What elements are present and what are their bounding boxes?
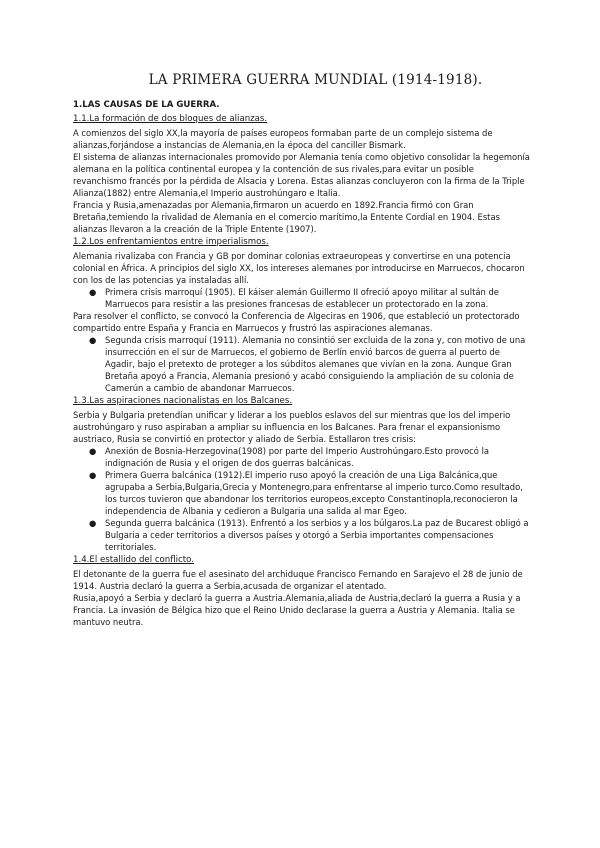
list-item-text: Anexión de Bosnia-Herzegovina(1908) por parte del Imperio Austrohúngaro.Esto provocó la indignación de Rusia y el origen de dos guerras balcánicas.	[105, 446, 490, 468]
paragraph: Rusia,apoyó a Serbia y declaró la guerra a Austria.Alemania,aliada de Austria,declaró la guerra a Rusia y a Francia. La invasión de Bélgica hizo que el Reino Unido declarase la guerra a Austria y Alemania. Italia se mantuvo neutra.	[73, 593, 521, 627]
bullet-icon: ●	[89, 518, 97, 528]
section-heading: 1.LAS CAUSAS DE LA GUERRA.	[73, 100, 220, 110]
paragraph: El sistema de alianzas internacionales promovido por Alemania tenía como objetivo consolidar la hegemonía alemana en la política continental europea y la contención de sus rivales,para evitar un posible revanchismo francés por la pérdida de Alsacia y Lorena. Estas alianzas concluyeron con la firma de la Triple Alianza(1882) entre Alemania,el Imperio austrohúngaro e Italia.	[73, 152, 530, 198]
list-item	[73, 445, 530, 469]
paragraph: Serbia y Bulgaria pretendían unificar y liderar a los pueblos eslavos del sur mientras que los del imperio austrohúngaro y ruso aspiraban a ampliar su influencia en los Balcanes. Para frenar el expansionismo austriaco, Rusia se convirtió en protector y aliado de Serbia. Estallaron tres crisis:	[73, 410, 511, 444]
list-item	[73, 469, 530, 517]
paragraph: Francia y Rusia,amenazadas por Alemania,firmaron un acuerdo en 1892.Francia firmó con Gran Bretaña,temiendo la rivalidad de Alemania en el comercio marítimo,la Entente Cordial en 1904. Estas alianzas llevaron a la creación de la Triple Entente (1907).	[73, 200, 500, 234]
paragraph: Para resolver el conflicto, se convocó la Conferencia de Algeciras en 1906, que estableció un protectorado compartido entre España y Francia en Marruecos y frustró las aspiraciones alemanas.	[73, 311, 520, 333]
list-item-text: Primera Guerra balcánica (1912).El imperio ruso apoyó la creación de una Liga Balcánica,que agrupaba a Serbia,Bulgaria,Grecia y Montenegro,para enfrentarse al imperio turco.Como resultado, los turcos tuvieron que abandonar los territorios europeos,excepto Constantinopla,reconocieron la independencia de Albania y cedieron a Bulgaria una salida al mar Egeo.	[105, 470, 523, 516]
bullet-icon: ●	[89, 446, 97, 456]
list-item	[73, 334, 530, 394]
bullet-icon: ●	[89, 470, 97, 480]
subsection-heading-1-4: 1.4.El estallido del conflicto.	[73, 555, 194, 565]
paragraph: El detonante de la guerra fue el asesinato del archiduque Francisco Fernando en Sarajevo el 28 de junio de 1914. Austria declaró la guerra a Serbia,acusada de organizar el atentado.	[73, 569, 523, 591]
subsection-heading-1-1: 1.1.La formación de dos bloques de alianzas.	[73, 114, 268, 124]
list-item-text: Segunda crisis marroquí (1911). Alemania no consintió ser excluida de la zona y, con motivo de una insurrección en el sur de Marruecos, el gobierno de Berlín envió barcos de guerra al puerto de Agadir, bajo el pretexto de proteger a los súbditos alemanes que vivían en la zona. Aunque Gran Bretaña apoyó a Francia, Alemania presionó y acabó consiguiendo la ampliación de su colonia de Camerún a cambio de abandonar Marruecos.	[105, 335, 526, 393]
paragraph: A comienzos del siglo XX,la mayoría de países europeos formaban parte de un complejo sistema de alianzas,forjándose a instancias de Alemania,en la época del canciller Bismark.	[73, 128, 493, 150]
bullet-icon: ●	[89, 287, 97, 297]
page-title: LA PRIMERA GUERRA MUNDIAL (1914-1918).	[148, 72, 483, 88]
subsection-heading-1-2: 1.2.Los enfrentamientos entre imperialismos.	[73, 237, 269, 247]
list-item-text: Segunda guerra balcánica (1913). Enfrentó a los serbios y a los búlgaros.La paz de Bucarest obligó a Bulgaria a ceder territorios a diversos países y otorgó a Serbia importantes compensaciones territoriales.	[105, 518, 529, 552]
paragraph: Alemania rivalizaba con Francia y GB por dominar colonias extraeuropeas y convertirse en una potencia colonial en África. A principios del siglo XX, los intereses alemanes por introducirse en Marruecos, chocaron con los de las potencias ya instaladas allí.	[73, 251, 525, 285]
list-item	[73, 517, 530, 553]
subsection-heading-1-3: 1.3.Las aspiraciones nacionalistas en los Balcanes.	[73, 396, 293, 406]
list-item-text: Primera crisis marroquí (1905). El káiser alemán Guillermo II ofreció apoyo militar al sultán de Marruecos para resistir a las presiones francesas de establecer un protectorado en la zona.	[105, 287, 499, 309]
bullet-icon: ●	[89, 335, 97, 345]
list-item	[73, 286, 530, 310]
